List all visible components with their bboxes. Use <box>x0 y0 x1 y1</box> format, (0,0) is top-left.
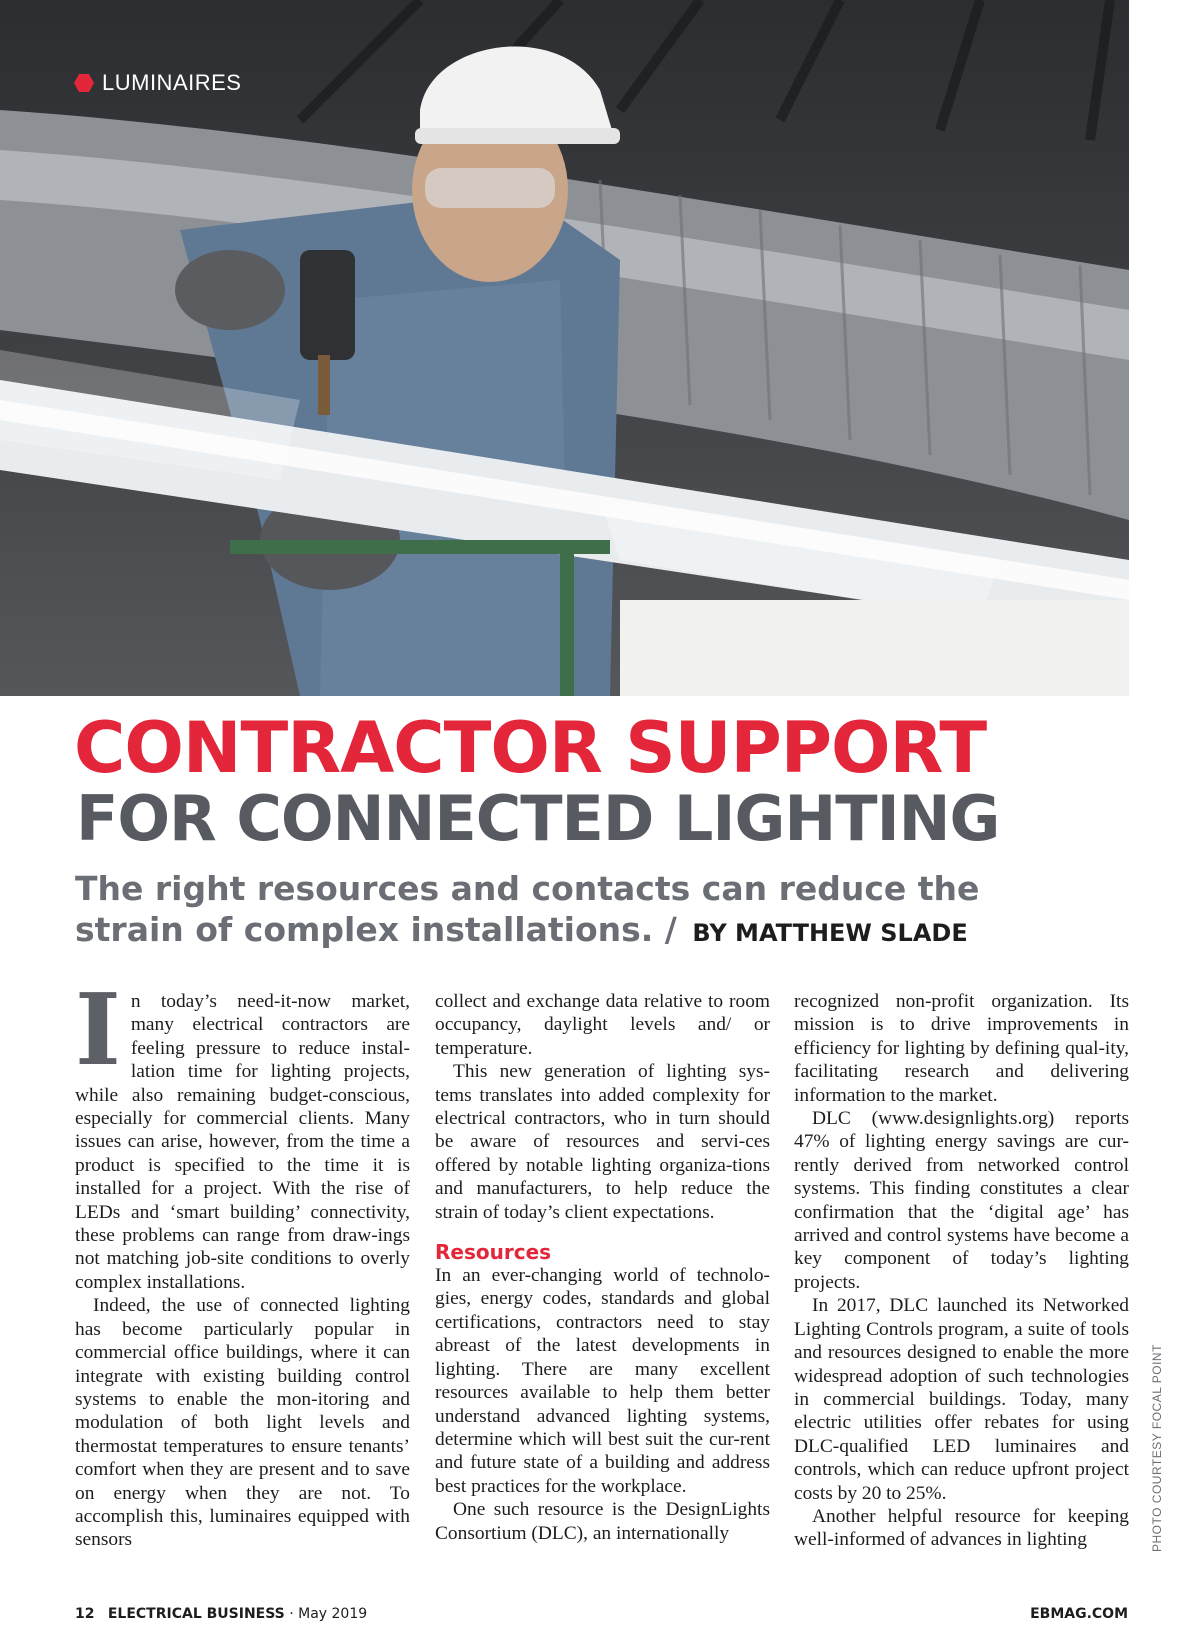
byline: BY MATTHEW SLADE <box>692 919 968 947</box>
section-tag <box>74 70 241 96</box>
headline-line1: CONTRACTOR SUPPORT <box>74 707 987 789</box>
paragraph: One such resource is the DesignLights Consortium (DLC), an internationally <box>435 1499 770 1544</box>
paragraph: recognized non-profit organization. Its mission is to drive improvements in efficiency for lighting by defining qual-ity, facilitating research and delivering information to the market. <box>794 991 1129 1106</box>
issue-date: · May 2019 <box>289 1606 368 1622</box>
deck <box>75 868 1075 954</box>
paragraph: DLC (www.designlights.org) reports 47% of lighting energy savings are cur-rently derived from networked control systems. This finding constitutes a clear confirmation that the ‘digital age’ has arrived and control systems have become a key component of today’s lighting projects. <box>794 1108 1129 1293</box>
section-label: LUMINAIRES <box>102 70 242 95</box>
paragraph: This new generation of lighting sys-tems translates into added complexity for electrical contractors, who in turn should be aware of resources and servi-ces offered by notable lighting organiza-tions and manufacturers, to help reduce the strain of today’s client expectations. <box>435 1061 770 1223</box>
hero-illustration <box>0 0 1129 696</box>
hero-photo <box>0 0 1129 696</box>
publication-name: ELECTRICAL BUSINESS <box>107 1606 285 1622</box>
paragraph: In an ever-changing world of technolo-gies, energy codes, standards and global certifications, contractors need to stay abreast of the latest developments in lighting. There are many excellent resources available to help them better understand advanced lighting systems, determine which will best suit the cur-rent and future state of a building and address best practices for the workplace. <box>435 1265 770 1497</box>
deck-text: The right resources and contacts can reduce the strain of complex installations. / <box>75 869 980 949</box>
paragraph: Indeed, the use of connected lighting has become particularly popular in commercial office buildings, where it can integrate with existing building control systems to enable the mon-itoring and modulation of both light levels and thermostat temperatures to ensure tenants’ comfort when they are present and to save on energy when they are not. To accomplish this, luminaires equipped with sensors <box>75 1295 410 1551</box>
headline-line2: FOR CONNECTED LIGHTING <box>76 782 1000 855</box>
article-column-3 <box>794 990 1129 1552</box>
page-number: 12 <box>75 1606 95 1622</box>
photo-credit: PHOTO COURTESY FOCAL POINT <box>1150 1344 1164 1552</box>
footer-site[interactable]: EBMAG.COM <box>1030 1606 1128 1622</box>
footer-left <box>75 1606 367 1622</box>
paragraph: Another helpful resource for keeping well-informed of advances in lighting <box>794 1505 1129 1551</box>
drop-cap: I <box>75 973 121 1088</box>
paragraph: In 2017, DLC launched its Networked Lighting Controls program, a suite of tools and resources designed to enable the more widespread adoption of such technologies in commercial buildings. Today, many electric utilities offer rebates for using DLC-qualified LED luminaires and controls, which can reduce upfront project costs by 20 to 25%. <box>794 1295 1129 1504</box>
article-column-2 <box>435 990 770 1545</box>
hexagon-icon <box>74 73 94 93</box>
subhead-resources: Resources <box>435 1240 552 1265</box>
paragraph: collect and exchange data relative to room occupancy, daylight levels and/ or temperature. <box>435 991 770 1059</box>
article-column-1 <box>75 973 410 1552</box>
paragraph: n today’s need-it-now market, many electrical contractors are feeling pressure to reduce instal-lation time for lighting projects, while also remaining budget-conscious, especially for commercial clients. Many issues can arise, however, from the time a product is specified to the time it is installed for a project. With the rise of LEDs and ‘smart building’ connectivity, these problems can range from draw-ings not matching job-site conditions to overly complex installations. <box>75 991 410 1293</box>
